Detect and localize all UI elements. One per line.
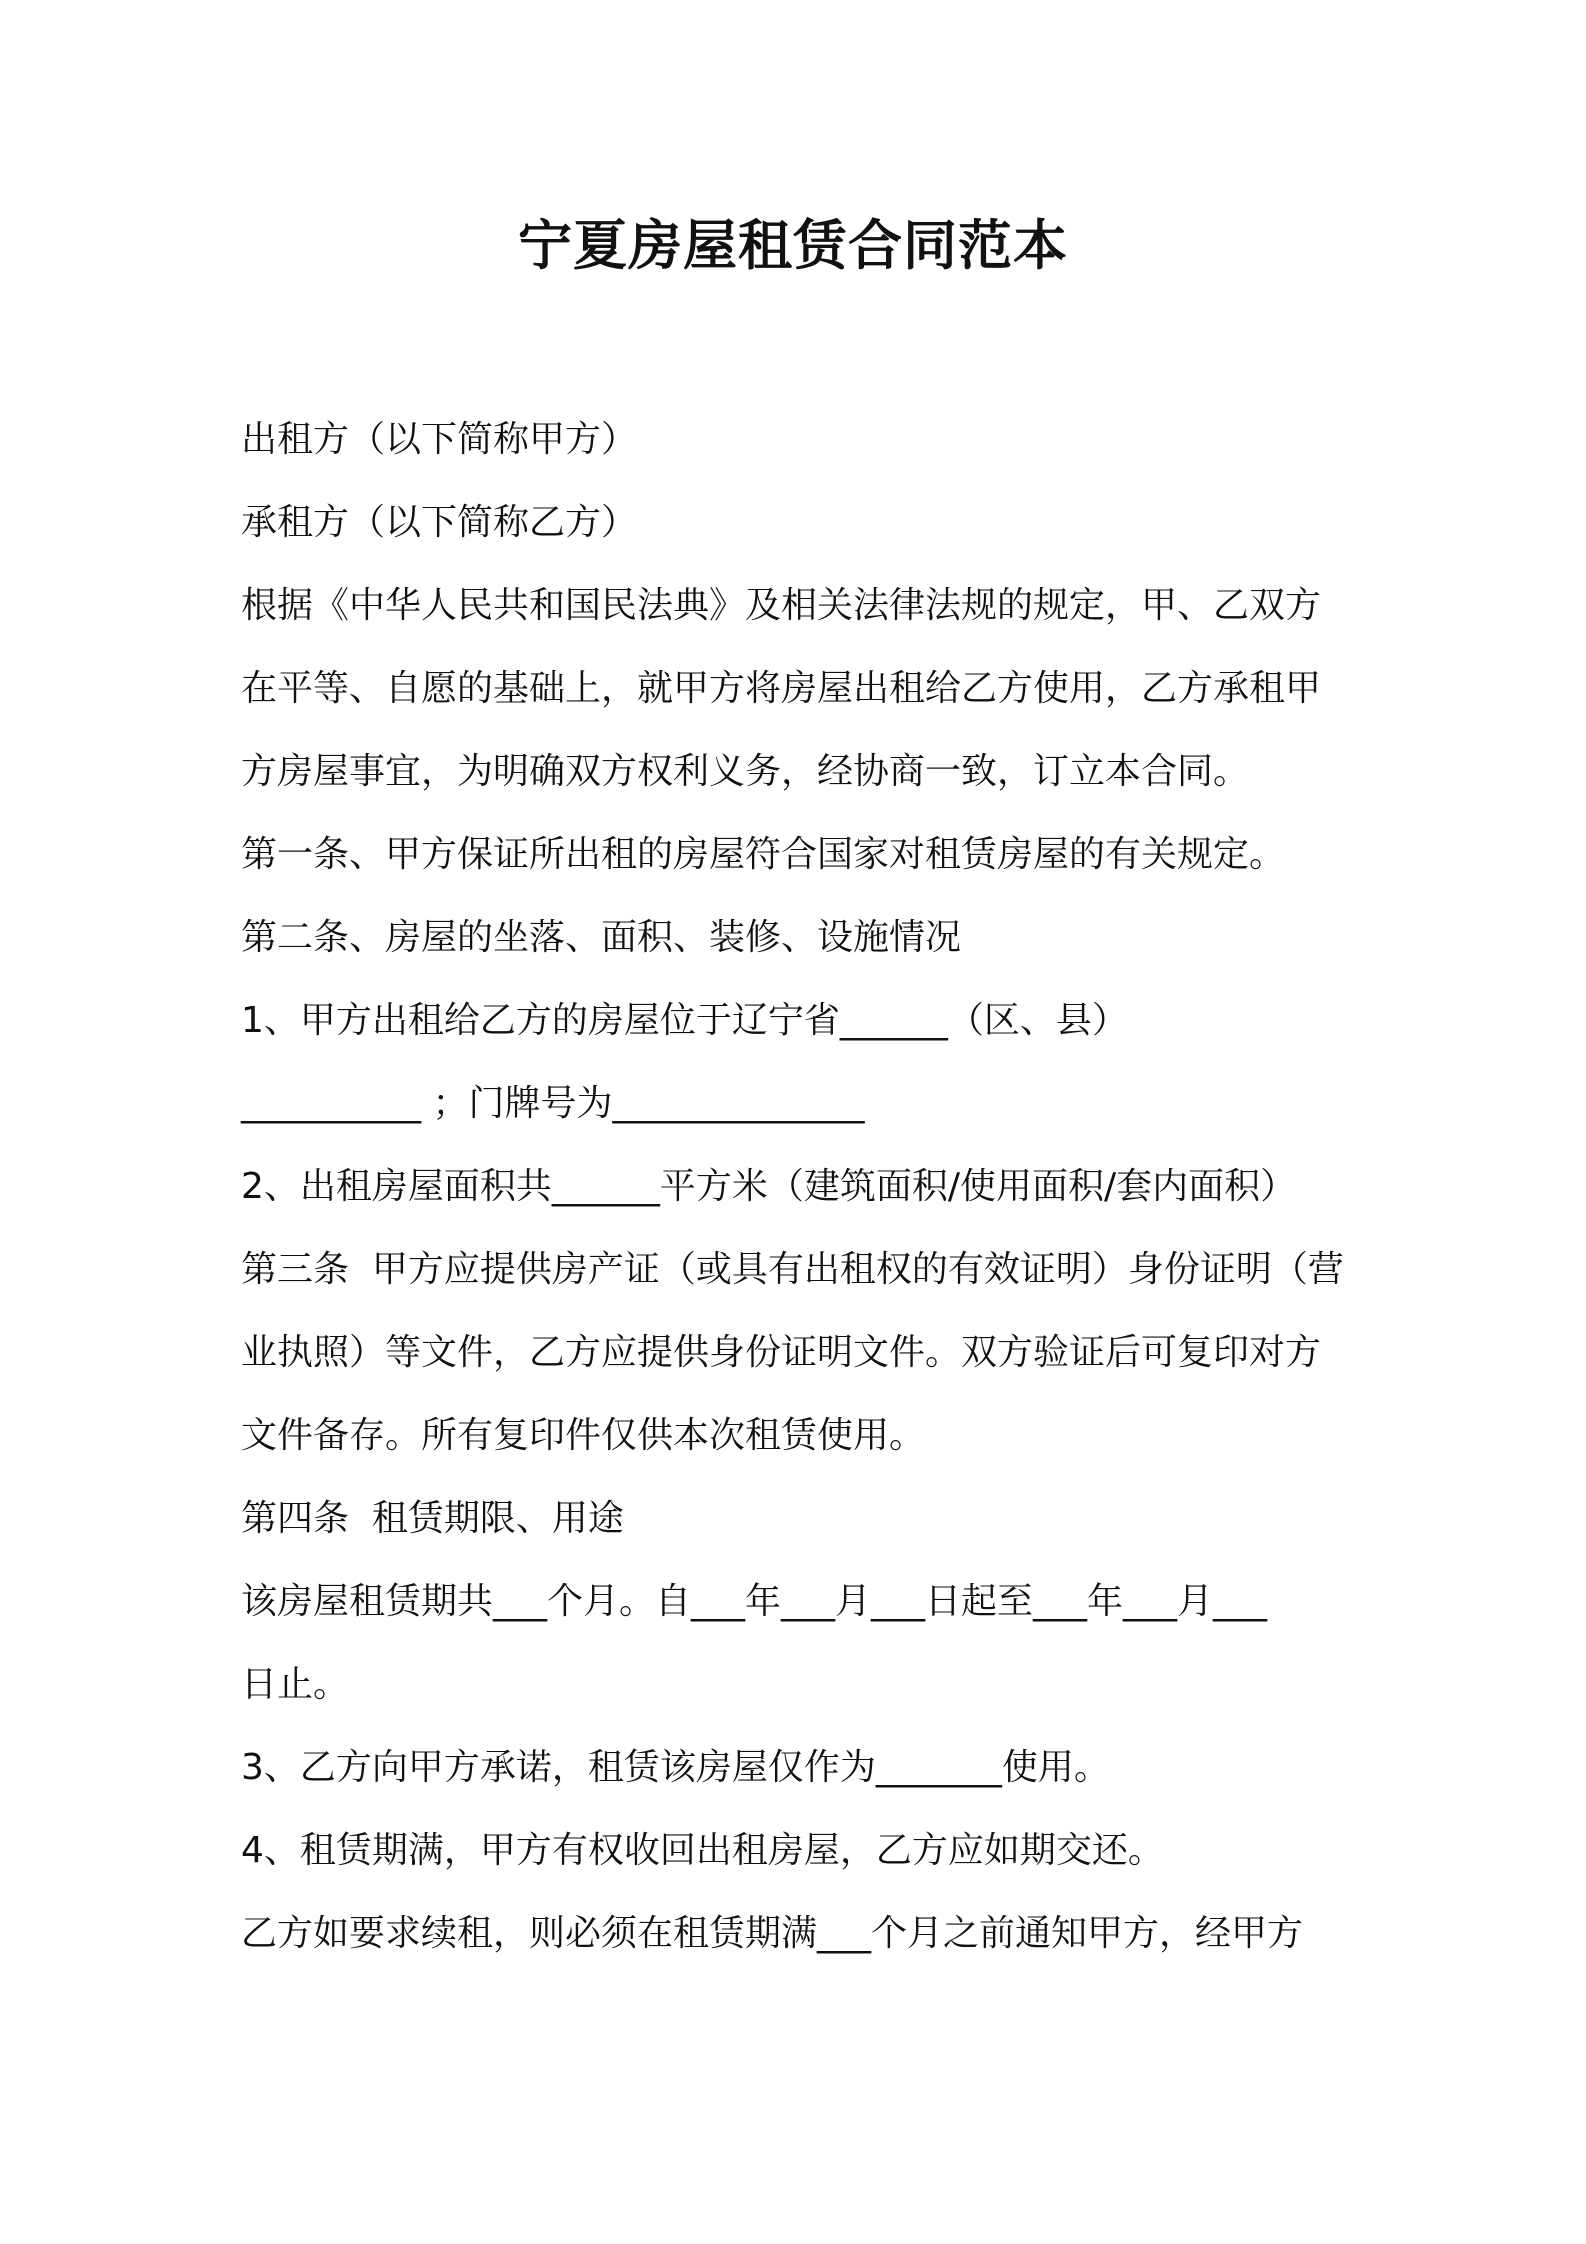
clause-2: 2、出租房屋面积共______平方米（建筑面积/使用面积/套内面积） [241,1166,1297,1207]
clause-4: 4、租赁期满，甲方有权收回出租房屋，乙方应如期交还。 [241,1830,1164,1871]
article-4-heading: 第四条 租赁期限、用途 [241,1498,624,1539]
article-3-line-1: 第三条 甲方应提供房产证（或具有出租权的有效证明）身份证明（营 [241,1249,1344,1290]
preamble-line-2: 在平等、自愿的基础上，就甲方将房屋出租给乙方使用，乙方承租甲 [241,668,1322,709]
clause-1-line-1: 1、甲方出租给乙方的房屋位于辽宁省______（区、县） [241,1000,1128,1041]
party-b-line: 承租方（以下简称乙方） [241,502,638,543]
article-1: 第一条、甲方保证所出租的房屋符合国家对租赁房屋的有关规定。 [241,834,1286,875]
preamble-line-3: 方房屋事宜，为明确双方权利义务，经协商一致，订立本合同。 [241,751,1250,792]
preamble-line-1: 根据《中华人民共和国民法典》及相关法律法规的规定，甲、乙双方 [241,585,1322,626]
party-a-line: 出租方（以下简称甲方） [241,419,638,460]
lease-term-line-2: 日止。 [241,1664,350,1705]
document-body [241,398,1361,1975]
clause-1-line-2: __________ ；门牌号为______________ [241,1083,865,1124]
lease-term-line-1: 该房屋租赁期共___个月。自___年___月___日起至___年___月___ [241,1581,1268,1622]
article-3-line-3: 文件备存。所有复印件仅供本次租赁使用。 [241,1415,926,1456]
clause-3: 3、乙方向甲方承诺，租赁该房屋仅作为_______使用。 [241,1747,1110,1788]
document-title: 宁夏房屋租赁合同范本 [518,214,1068,277]
article-3-line-2: 业执照）等文件，乙方应提供身份证明文件。双方验证后可复印对方 [241,1332,1322,1373]
article-2-heading: 第二条、房屋的坐落、面积、装修、设施情况 [241,917,962,958]
renewal-line: 乙方如要求续租，则必须在租赁期满___个月之前通知甲方，经甲方 [241,1913,1304,1954]
